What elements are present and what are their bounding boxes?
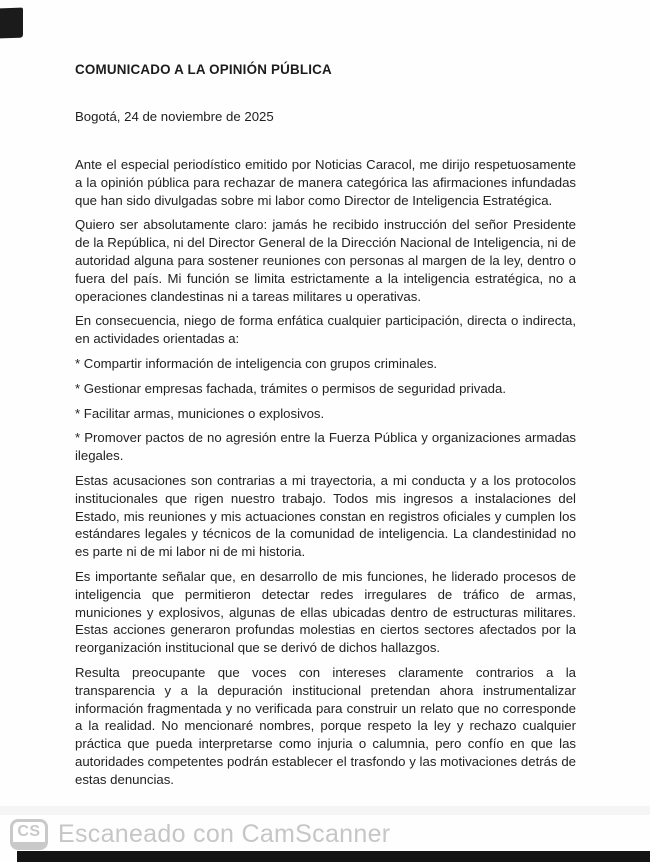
bullet-item: * Gestionar empresas fachada, trámites o permisos de seguridad privada. — [75, 380, 507, 396]
paragraph: En consecuencia, niego de forma enfática cualquier participación, directa o indirecta, en actividades orientadas a: — [75, 313, 576, 347]
scan-shadow-band — [0, 806, 650, 815]
bullet-item: * Compartir información de inteligencia con grupos criminales. — [75, 355, 438, 371]
paragraph: Estas acusaciones son contrarias a mi trayectoria, a mi conducta y a los protocolos institucionales que rigen nuestro trabajo. Todos mis ingresos a instalaciones del Estado, mis reuniones y mis actuaciones constan en registros oficiales y cumplen los estándares legales y técnicos de la comunidad de inteligencia. La clandestinidad no es parte ni de mi labor ni de mi historia. — [75, 472, 576, 560]
watermark-text: Escaneado con CamScanner — [58, 820, 391, 848]
bullet-item: * Promover pactos de no agresión entre la Fuerza Pública y organizaciones armadas ilegales. — [75, 430, 576, 464]
document-body — [75, 62, 576, 796]
dateline: Bogotá, 24 de noviembre de 2025 — [75, 109, 274, 124]
camscanner-logo-label: CS — [17, 823, 41, 840]
page-title: COMUNICADO A LA OPINIÓN PÚBLICA — [75, 62, 332, 77]
paragraph: Quiero ser absolutamente claro: jamás he recibido instrucción del señor Presidente de la República, ni del Director General de la Dirección Nacional de Inteligencia, ni de autoridad alguna para sostener reuniones con personas al margen de la ley, dentro o fuera del país. Mi función se limita estrictamente a la inteligencia estratégica, no a operaciones clandestinas ni a tareas militares u operativas. — [75, 217, 576, 304]
bullet-item: * Facilitar armas, municiones o explosivos. — [75, 405, 325, 421]
camscanner-watermark — [10, 819, 390, 850]
paragraph: Es importante señalar que, en desarrollo de mis funciones, he liderado procesos de inteligencia que permitieron detectar redes irregulares de tráfico de armas, municiones y explosivos, algunas de ellas ubicadas dentro de estructuras militares. Estas acciones generaron profundas molestias en ciertos sectores afectados por la reorganización institucional que se derivó de dichos hallazgos. — [75, 568, 576, 656]
bottom-black-bar — [17, 851, 650, 862]
paragraph: Ante el especial periodístico emitido por Noticias Caracol, me dirijo respetuosamente a la opinión pública para rechazar de manera categórica las afirmaciones infundadas que han sido divulgadas sobre mi labor como Director de Inteligencia Estratégica. — [75, 157, 576, 208]
camscanner-logo-icon — [10, 819, 48, 850]
scan-corner-artifact — [0, 8, 23, 39]
paragraph: Resulta preocupante que voces con intereses claramente contrarios a la transparencia y a la depuración institucional pretendan ahora instrumentalizar información fragmentada y no verificada para construir un relato que no corresponde a la realidad. No mencionaré nombres, porque respeto la ley y rechazo cualquier práctica que pueda interpretarse como injuria o calumnia, pero confío en que las autoridades competentes podrán establecer el trasfondo y las motivaciones detrás de estas denuncias. — [75, 664, 576, 787]
